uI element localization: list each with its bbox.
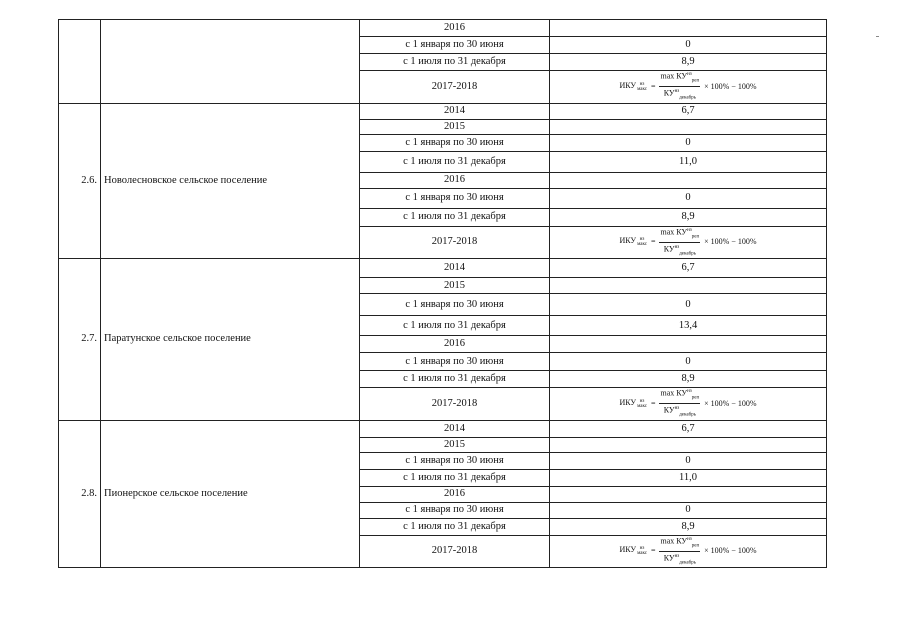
- denominator-text: КУ: [663, 405, 675, 415]
- tariff-table: [58, 19, 827, 568]
- formula-fraction: [659, 71, 700, 103]
- formula-lhs: [619, 82, 647, 92]
- value-cell: [550, 437, 827, 452]
- value-cell: 11,0: [550, 151, 827, 172]
- period-cell: с 1 января по 30 июня: [360, 37, 550, 54]
- growth-index-formula: [619, 388, 756, 420]
- formula-lhs-sub: макс: [637, 242, 647, 248]
- period-cell: с 1 января по 30 июня: [360, 502, 550, 518]
- period-cell: с 1 января по 30 июня: [360, 134, 550, 151]
- formula-denominator: [664, 552, 696, 567]
- period-cell: 2015: [360, 278, 550, 294]
- period-cell: 2014: [360, 259, 550, 278]
- table-row: [59, 420, 827, 437]
- formula-lhs-indices: [637, 546, 647, 556]
- formula-numerator: [659, 71, 700, 87]
- formula-rhs: × 100% − 100%: [704, 546, 757, 556]
- table-row: [59, 103, 827, 119]
- growth-index-formula: [619, 536, 756, 568]
- period-cell: 2016: [360, 486, 550, 502]
- formula-rhs: × 100% − 100%: [704, 81, 757, 91]
- period-cell: 2016: [360, 20, 550, 37]
- period-cell: 2016: [360, 172, 550, 188]
- settlement-name: Новолесновское сельское поселение: [101, 103, 360, 259]
- numerator-text: max КУ: [660, 71, 688, 81]
- formula-lhs-sub: макс: [637, 403, 647, 409]
- formula-equals: =: [650, 81, 656, 91]
- value-cell: 0: [550, 294, 827, 316]
- numerator-sup: нз: [687, 72, 692, 77]
- formula-lhs: [619, 399, 647, 409]
- denominator-text: КУ: [663, 88, 675, 98]
- denominator-sub: декабрь: [679, 560, 696, 565]
- value-cell: [550, 172, 827, 188]
- formula-fraction: [659, 227, 700, 259]
- numerator-text: max КУ: [660, 388, 688, 398]
- value-cell: [550, 336, 827, 353]
- formula-lhs-sup: нз: [639, 81, 645, 87]
- period-cell: с 1 июля по 31 декабря: [360, 371, 550, 388]
- period-cell: с 1 января по 30 июня: [360, 353, 550, 371]
- numerator-sub: реп: [691, 78, 700, 84]
- section-number: 2.8.: [59, 420, 101, 568]
- period-cell: 2017-2018: [360, 388, 550, 421]
- numerator-sub: реп: [691, 233, 700, 239]
- denominator-sup: нз: [674, 553, 680, 559]
- value-cell: [550, 278, 827, 294]
- formula-lhs-sub: макс: [637, 551, 647, 557]
- value-cell: 0: [550, 188, 827, 208]
- section-number: 2.7.: [59, 259, 101, 421]
- period-cell: с 1 июля по 31 декабря: [360, 54, 550, 71]
- growth-index-formula: [619, 71, 756, 103]
- settlement-name: [101, 20, 360, 104]
- period-cell: с 1 января по 30 июня: [360, 452, 550, 469]
- value-cell: 8,9: [550, 208, 827, 226]
- period-cell: 2016: [360, 336, 550, 353]
- value-cell: [550, 20, 827, 37]
- denominator-sub: декабрь: [679, 95, 696, 101]
- period-cell: 2017-2018: [360, 535, 550, 568]
- value-cell: 6,7: [550, 103, 827, 119]
- value-cell: 0: [550, 353, 827, 371]
- formula-lhs-symbol: ИКУ: [619, 397, 637, 407]
- period-cell: с 1 июля по 31 декабря: [360, 469, 550, 486]
- formula-lhs-indices: [637, 82, 647, 92]
- period-cell: 2017-2018: [360, 226, 550, 259]
- table-row: [59, 20, 827, 37]
- value-cell: 11,0: [550, 469, 827, 486]
- settlement-name: Паратунское сельское поселение: [101, 259, 360, 421]
- section-number: 2.6.: [59, 103, 101, 259]
- period-cell: с 1 июля по 31 декабря: [360, 151, 550, 172]
- value-cell: 0: [550, 37, 827, 54]
- formula-cell: [550, 535, 827, 568]
- numerator-sup: нз: [687, 227, 692, 233]
- numerator-sub: реп: [691, 395, 700, 401]
- numerator-sup: нз: [687, 536, 692, 542]
- formula-denominator: [664, 404, 696, 419]
- formula-equals: =: [650, 237, 656, 247]
- value-cell: 0: [550, 134, 827, 151]
- formula-cell: [550, 71, 827, 104]
- formula-cell: [550, 388, 827, 421]
- value-cell: 8,9: [550, 518, 827, 535]
- formula-lhs-indices: [637, 399, 647, 409]
- period-cell: с 1 июля по 31 декабря: [360, 518, 550, 535]
- denominator-sup: нз: [674, 406, 680, 412]
- period-cell: с 1 января по 30 июня: [360, 188, 550, 208]
- value-cell: [550, 119, 827, 134]
- formula-rhs: × 100% − 100%: [704, 398, 757, 408]
- formula-lhs-sup: нз: [639, 237, 645, 243]
- numerator-sub: реп: [691, 542, 700, 548]
- formula-rhs: × 100% − 100%: [704, 237, 757, 247]
- formula-lhs: [619, 546, 647, 556]
- numerator-text: max КУ: [660, 227, 688, 237]
- scan-mark: [876, 36, 879, 37]
- numerator-text: max КУ: [660, 536, 688, 546]
- formula-lhs-symbol: ИКУ: [619, 80, 637, 90]
- numerator-sup: нз: [687, 389, 692, 394]
- formula-denominator: [664, 87, 696, 102]
- formula-fraction: [659, 388, 700, 420]
- formula-cell: [550, 226, 827, 259]
- formula-numerator: [659, 388, 700, 404]
- denominator-sub: декабрь: [679, 412, 696, 418]
- value-cell: 6,7: [550, 259, 827, 278]
- value-cell: 13,4: [550, 316, 827, 336]
- denominator-text: КУ: [663, 553, 675, 563]
- section-number: [59, 20, 101, 104]
- document-page: [58, 19, 826, 568]
- denominator-sub: декабрь: [679, 251, 696, 256]
- formula-equals: =: [650, 546, 656, 556]
- value-cell: 0: [550, 452, 827, 469]
- period-cell: 2014: [360, 420, 550, 437]
- formula-numerator: [659, 227, 700, 243]
- formula-equals: =: [650, 398, 656, 408]
- formula-lhs-indices: [637, 237, 647, 247]
- value-cell: 8,9: [550, 371, 827, 388]
- period-cell: 2015: [360, 119, 550, 134]
- value-cell: 0: [550, 502, 827, 518]
- period-cell: с 1 июля по 31 декабря: [360, 316, 550, 336]
- formula-denominator: [664, 243, 696, 258]
- formula-numerator: [659, 536, 700, 552]
- denominator-text: КУ: [663, 244, 675, 254]
- formula-lhs-sup: нз: [639, 546, 645, 552]
- formula-lhs-symbol: ИКУ: [619, 236, 637, 246]
- value-cell: 6,7: [550, 420, 827, 437]
- period-cell: 2014: [360, 103, 550, 119]
- period-cell: 2015: [360, 437, 550, 452]
- period-cell: с 1 июля по 31 декабря: [360, 208, 550, 226]
- table-row: [59, 259, 827, 278]
- formula-lhs-sub: макс: [637, 86, 647, 92]
- formula-lhs-symbol: ИКУ: [619, 545, 637, 555]
- growth-index-formula: [619, 227, 756, 259]
- table-body: [59, 20, 827, 568]
- value-cell: [550, 486, 827, 502]
- period-cell: 2017-2018: [360, 71, 550, 104]
- denominator-sup: нз: [674, 89, 680, 95]
- period-cell: с 1 января по 30 июня: [360, 294, 550, 316]
- formula-lhs: [619, 237, 647, 247]
- formula-lhs-sup: нз: [639, 398, 645, 404]
- denominator-sup: нз: [674, 244, 680, 250]
- settlement-name: Пионерское сельское поселение: [101, 420, 360, 568]
- formula-fraction: [659, 536, 700, 568]
- value-cell: 8,9: [550, 54, 827, 71]
